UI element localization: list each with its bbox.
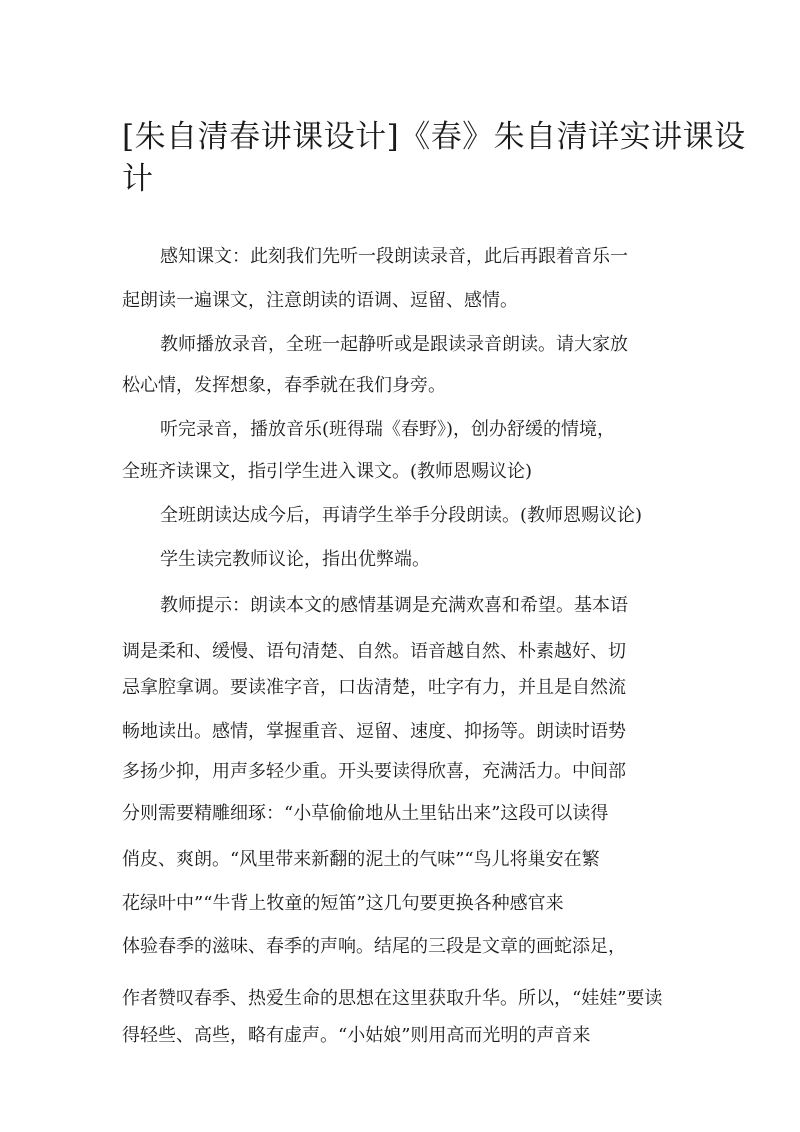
paragraph-line: 教师播放录音，全班一起静听或是跟读录音朗读。请大家放 bbox=[160, 334, 628, 355]
paragraph-line: 作者赞叹春季、热爱生命的思想在这里获取升华。所以，“娃娃”要读 bbox=[122, 988, 663, 1009]
paragraph-line: 感知课文：此刻我们先听一段朗读录音，此后再跟着音乐一 bbox=[160, 246, 628, 267]
paragraph-line: 分则需要精雕细琢：“小草偷偷地从土里钻出来”这段可以读得 bbox=[122, 803, 609, 824]
paragraph-line: 学生读完教师议论，指出优弊端。 bbox=[160, 549, 430, 570]
paragraph-line: 全班齐读课文，指引学生进入课文。(教师恩赐议论) bbox=[122, 461, 533, 482]
page-title: [朱自清春讲课设计]《春》朱自清详实讲课设计 bbox=[122, 119, 746, 197]
paragraph-line: 松心情，发挥想象，春季就在我们身旁。 bbox=[122, 375, 446, 396]
paragraph-line: 畅地读出。感情，掌握重音、逗留、速度、抑扬等。朗读时语势 bbox=[122, 721, 626, 742]
paragraph-line: 体验春季的滋味、春季的声响。结尾的三段是文章的画蛇添足， bbox=[122, 936, 626, 957]
paragraph-line: 听完录音，播放音乐(班得瑞《春野》)，创办舒缓的情境， bbox=[160, 419, 616, 440]
paragraph-line: 忌拿腔拿调。要读准字音，口齿清楚，吐字有力，并且是自然流 bbox=[122, 677, 626, 698]
paragraph-line: 教师提示：朗读本文的感情基调是充满欢喜和希望。基本语 bbox=[160, 595, 628, 616]
paragraph-line: 花绿叶中”“牛背上牧童的短笛”这几句要更换各种感官来 bbox=[122, 893, 564, 914]
paragraph-line: 全班朗读达成今后，再请学生举手分段朗读。(教师恩赐议论) bbox=[160, 505, 643, 526]
paragraph-line: 俏皮、爽朗。“风里带来新翻的泥土的气味”“鸟儿将巢安在繁 bbox=[122, 849, 600, 870]
paragraph-line: 调是柔和、缓慢、语句清楚、自然。语音越自然、朴素越好、切 bbox=[122, 641, 626, 662]
paragraph-line: 起朗读一遍课文，注意朗读的语调、逗留、感情。 bbox=[122, 290, 518, 311]
paragraph-line: 得轻些、高些，略有虚声。“小姑娘”则用高而光明的声音来 bbox=[122, 1025, 591, 1046]
paragraph-line: 多扬少抑，用声多轻少重。开头要读得欣喜，充满活力。中间部 bbox=[122, 761, 626, 782]
